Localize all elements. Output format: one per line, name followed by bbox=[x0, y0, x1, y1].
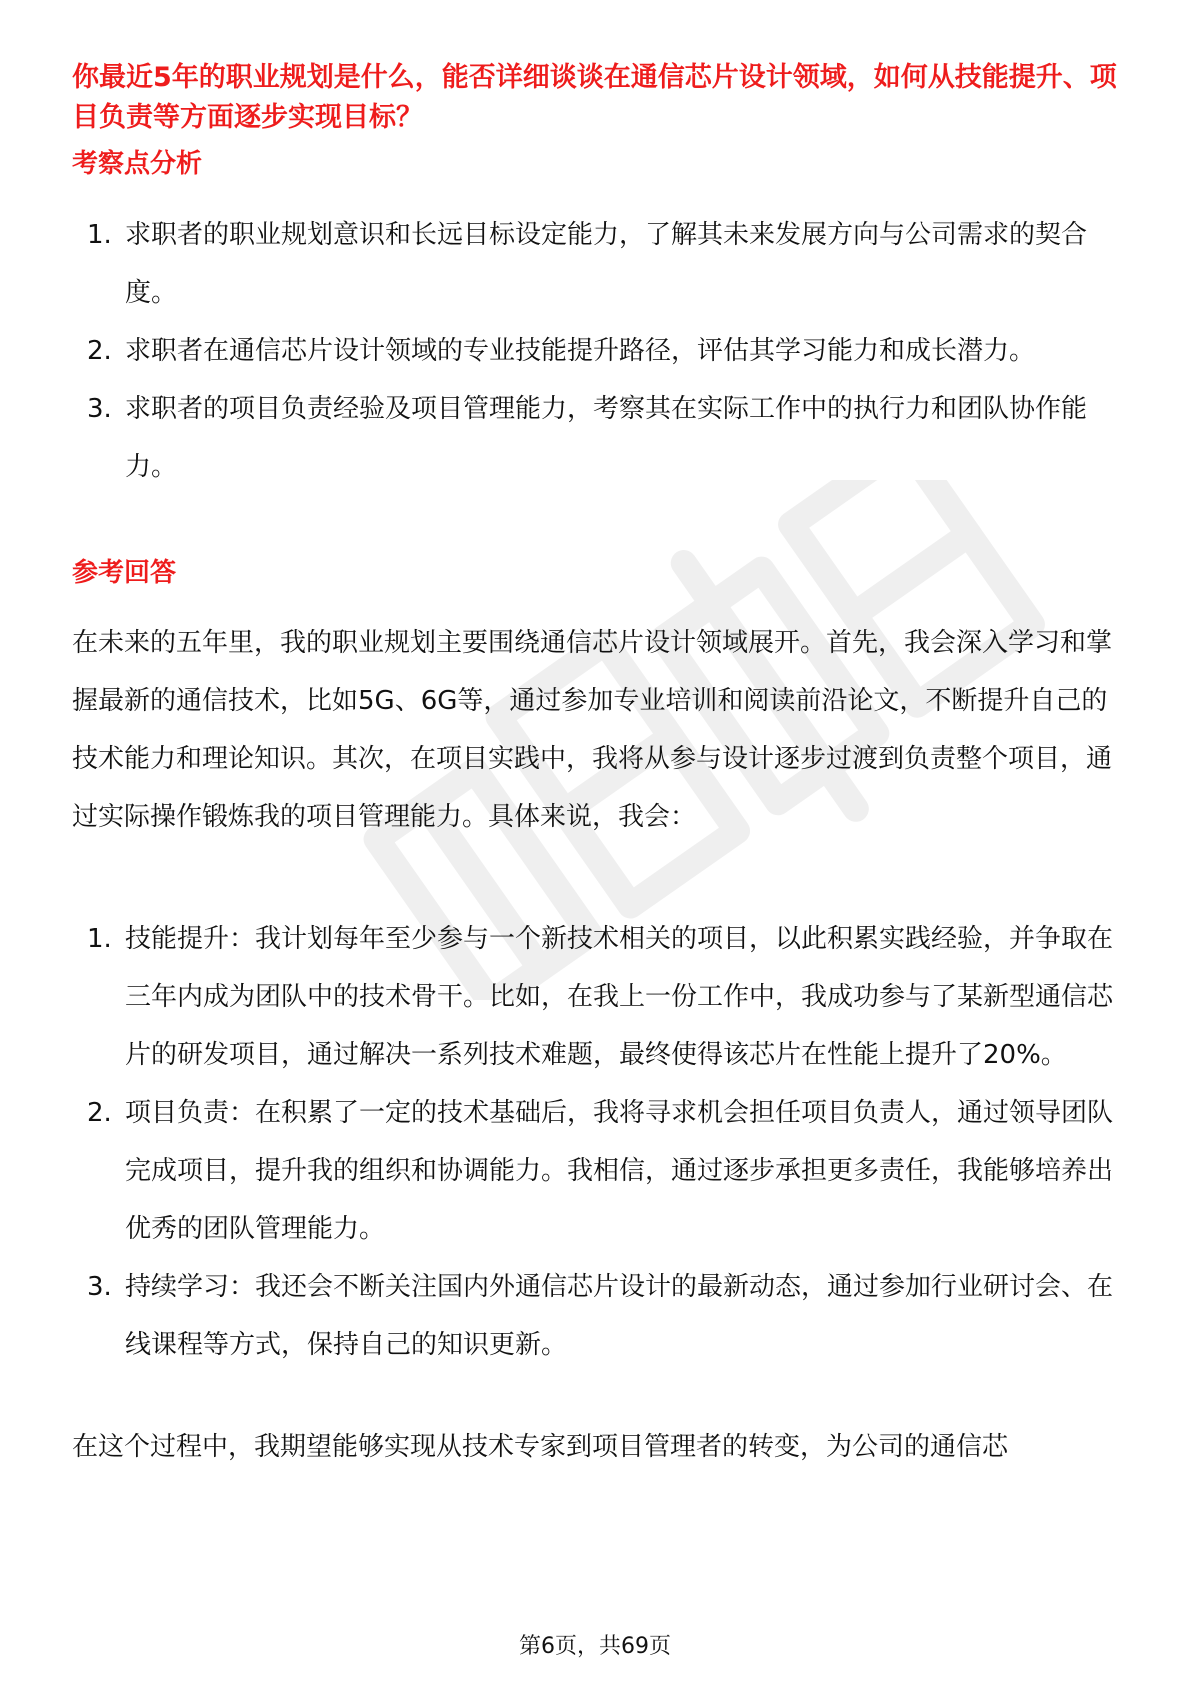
answer-intro: 在未来的五年里，我的职业规划主要围绕通信芯片设计领域展开。首先，我会深入学习和掌握最新的通信技术，比如5G、6G等，通过参加专业培训和阅读前沿论文，不断提升自己的技术能力和理论知识。其次，在项目实践中，我将从参与设计逐步过渡到负责整个项目，通过实际操作锻炼我的项目管理能力。具体来说，我会： bbox=[72, 628, 1113, 832]
page-number-footer: 第6页，共69页 bbox=[519, 1634, 671, 1659]
analysis-list bbox=[72, 206, 1118, 496]
list-item-text: 求职者在通信芯片设计领域的专业技能提升路径，评估其学习能力和成长潜力。 bbox=[125, 336, 1036, 366]
list-item-number: 2. bbox=[87, 336, 112, 366]
list-item-number: 1. bbox=[87, 220, 112, 250]
list-item-text: 持续学习：我还会不断关注国内外通信芯片设计的最新动态，通过参加行业研讨会、在线课程等方式，保持自己的知识更新。 bbox=[125, 1272, 1114, 1360]
list-item-text: 项目负责：在积累了一定的技术基础后，我将寻求机会担任项目负责人，通过领导团队完成项目，提升我的组织和协调能力。我相信，通过逐步承担更多责任，我能够培养出优秀的团队管理能力。 bbox=[125, 1098, 1114, 1244]
list-item bbox=[72, 910, 1118, 1084]
list-item-number: 1. bbox=[87, 924, 112, 954]
list-item-text: 求职者的项目负责经验及项目管理能力，考察其在实际工作中的执行力和团队协作能力。 bbox=[125, 394, 1088, 482]
question-title: 你最近5年的职业规划是什么，能否详细谈谈在通信芯片设计领域，如何从技能提升、项目负责等方面逐步实现目标？ bbox=[72, 62, 1117, 133]
list-item bbox=[72, 1258, 1118, 1374]
answer-heading: 参考回答 bbox=[72, 558, 177, 588]
list-item bbox=[72, 1084, 1118, 1258]
list-item bbox=[72, 206, 1118, 322]
answer-list bbox=[72, 910, 1118, 1374]
list-item bbox=[72, 380, 1118, 496]
analysis-heading: 考察点分析 bbox=[72, 149, 203, 179]
answer-closing: 在这个过程中，我期望能够实现从技术专家到项目管理者的转变，为公司的通信芯 bbox=[72, 1432, 1009, 1462]
list-item-number: 3. bbox=[87, 1272, 112, 1302]
list-item-text: 求职者的职业规划意识和长远目标设定能力，了解其未来发展方向与公司需求的契合度。 bbox=[125, 220, 1088, 308]
list-item-number: 2. bbox=[87, 1098, 112, 1128]
list-item-number: 3. bbox=[87, 394, 112, 424]
list-item-text: 技能提升：我计划每年至少参与一个新技术相关的项目，以此积累实践经验，并争取在三年内成为团队中的技术骨干。比如，在我上一份工作中，我成功参与了某新型通信芯片的研发项目，通过解决一系列技术难题，最终使得该芯片在性能上提升了20%。 bbox=[125, 924, 1114, 1070]
list-item bbox=[72, 322, 1118, 380]
